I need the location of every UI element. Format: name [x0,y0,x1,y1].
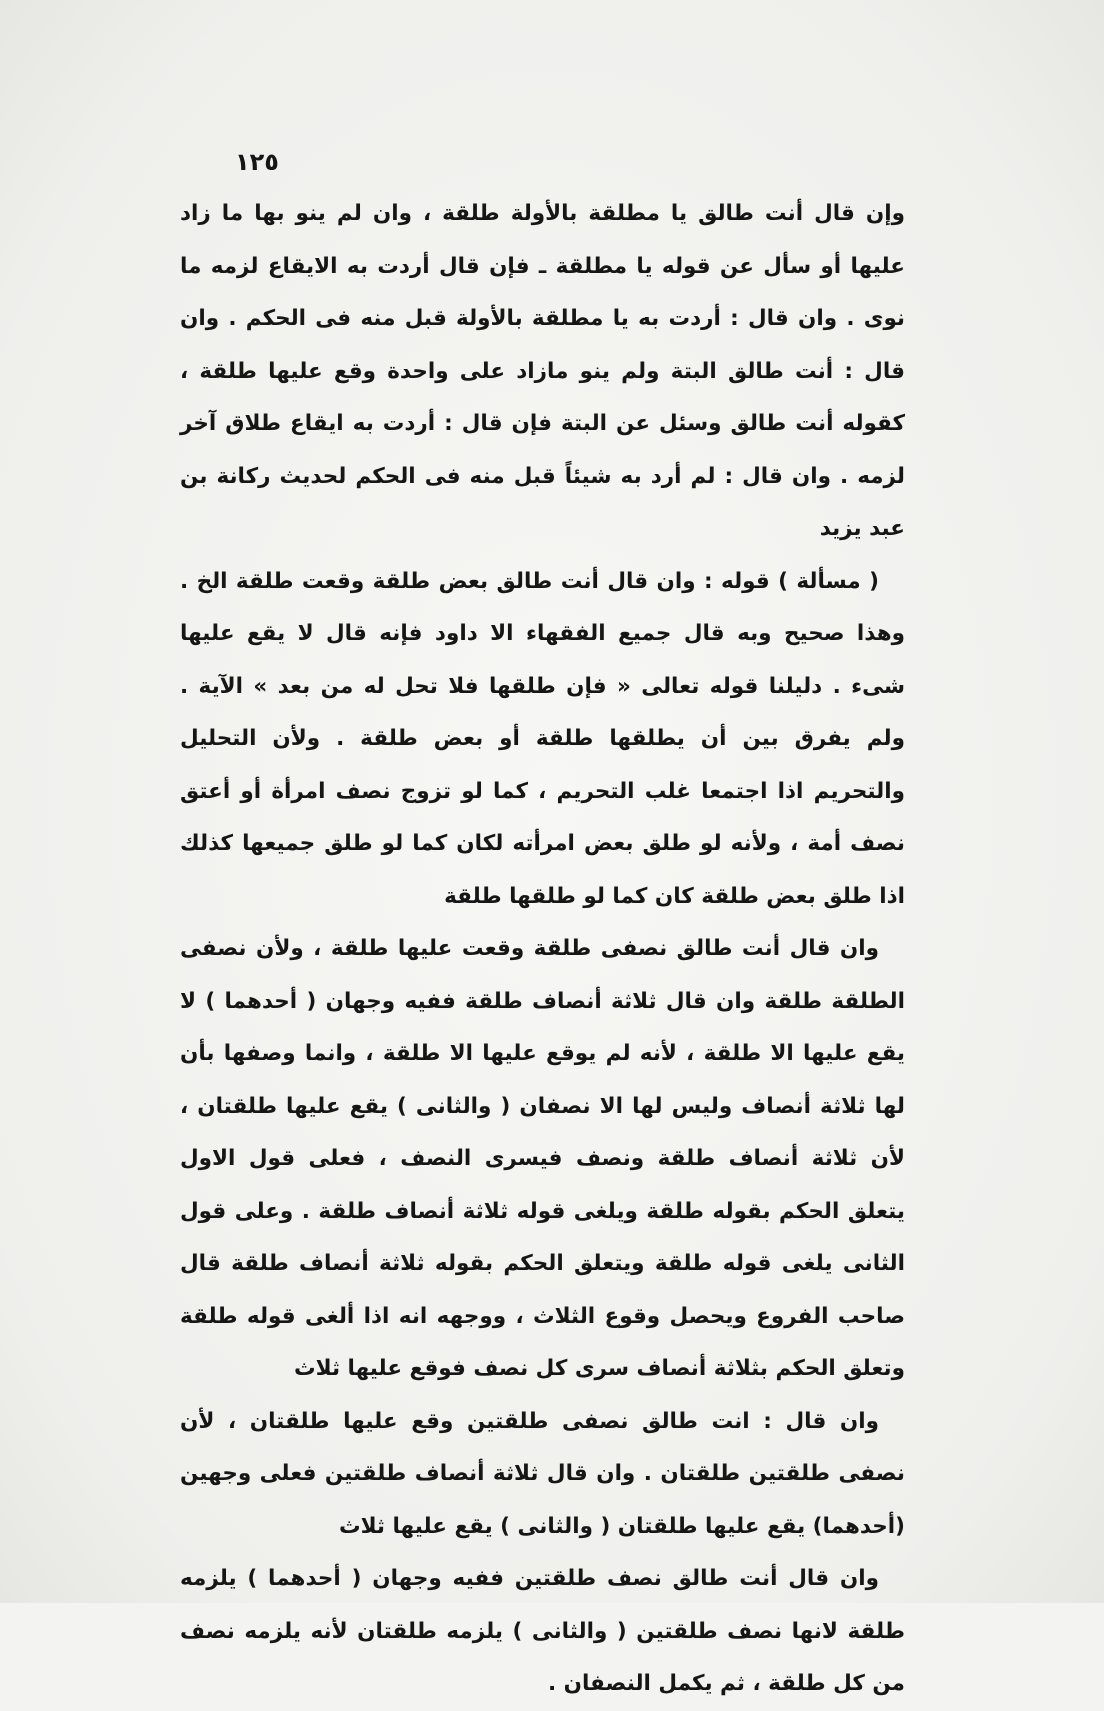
page-number: ١٢٥ [235,148,279,176]
paragraph-1: وإن قال أنت طالق يا مطلقة بالأولة طلقة ، وان لم ينو بها ما زاد عليها أو سأل عن قوله يا مطلقة ـ فإن قال أردت به الايقاع لزمه ما نوى . وان قال : أردت به يا مطلقة بالأولة قبل منه فى الحكم . وان قال : أنت طالق البتة ولم ينو مازاد على واحدة وقع عليها طلقة ، كقوله أنت طالق وسئل عن البتة فإن قال : أردت به ايقاع طلاق آخر لزمه . وان قال : لم أرد به شيئاً قبل منه فى الحكم لحديث ركانة بن عبد يزيد [180,201,905,541]
paragraph-3: وان قال أنت طالق نصفى طلقة وقعت عليها طلقة ، ولأن نصفى الطلقة طلقة وان قال ثلاثة أنصاف طلقة ففيه وجهان ( أحدهما ) لا يقع عليها الا طلقة ، لأنه لم يوقع عليها الا طلقة ، وانما وصفها بأن لها ثلاثة أنصاف وليس لها الا نصفان ( والثانى ) يقع عليها طلقتان ، لأن ثلاثة أنصاف طلقة ونصف فيسرى النصف ، فعلى قول الاول يتعلق الحكم بقوله طلقة ويلغى قوله ثلاثة أنصاف طلقة . وعلى قول الثانى يلغى قوله طلقة ويتعلق الحكم بقوله ثلاثة أنصاف طلقة قال صاحب الفروع ويحصل وقوع الثلاث ، ووجهه انه اذا ألغى قوله طلقة وتعلق الحكم بثلاثة أنصاف سرى كل نصف فوقع عليها ثلاث [180,936,905,1381]
body-text [180,188,905,1711]
paragraph-4: وان قال : انت طالق نصفى طلقتين وقع عليها طلقتان ، لأن نصفى طلقتين طلقتان . وان قال ثلاثة أنصاف طلقتين فعلى وجهين (أحدهما) يقع عليها طلقتان ( والثانى ) يقع عليها ثلاث [180,1408,905,1539]
paragraph-5: وان قال أنت طالق نصف طلقتين ففيه وجهان ( أحدهما ) يلزمه طلقة لانها نصف طلقتين ( والثانى ) يلزمه طلقتان لأنه يلزمه نصف من كل طلقة ، ثم يكمل النصفان . [180,1566,905,1696]
paragraph-2: ( مسألة ) قوله : وان قال أنت طالق بعض طلقة وقعت طلقة الخ . وهذا صحيح وبه قال جميع الفقهاء الا داود فإنه قال لا يقع عليها شىء . دليلنا قوله تعالى « فإن طلقها فلا تحل له من بعد » الآية . ولم يفرق بين أن يطلقها طلقة أو بعض طلقة . ولأن التحليل والتحريم اذا اجتمعا غلب التحريم ، كما لو تزوج نصف امرأة أو أعتق نصف أمة ، ولأنه لو طلق بعض امرأته لكان كما لو طلق جميعها كذلك اذا طلق بعض طلقة كان كما لو طلقها طلقة [180,568,905,909]
